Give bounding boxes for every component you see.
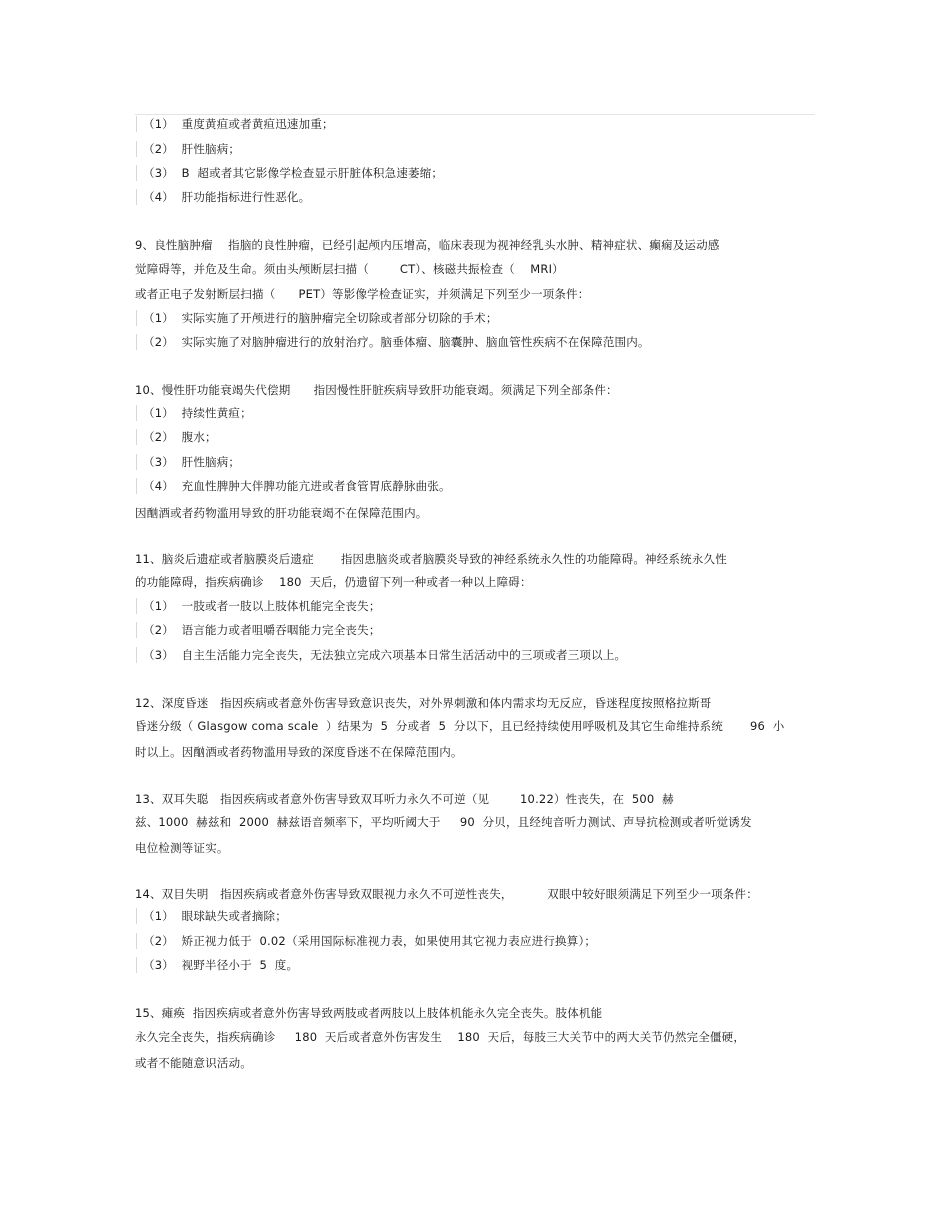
section-heading-13: 13、双耳失聪 指因疾病或者意外伤害导致双耳听力永久不可逆（见 10.22）性丧失，在 500 赫	[135, 792, 674, 806]
list-item: （4） 肝功能指标进行性恶化。	[136, 189, 310, 205]
paragraph-line: 的功能障碍，指疾病确诊 180 天后，仍遗留下列一种或者一种以上障碍：	[135, 575, 532, 589]
list-item: （3） 视野半径小于 5 度。	[136, 957, 298, 973]
paragraph-line: 或者不能随意识活动。	[135, 1056, 252, 1070]
section-heading-11: 11、脑炎后遗症或者脑膜炎后遗症 指因患脑炎或者脑膜炎导致的神经系统永久性的功能障碍。神经系统永久性	[135, 552, 727, 566]
paragraph-line: 觉障碍等，并危及生命。须由头颅断层扫描（ CT）、核磁共振检查（ MRI）	[135, 262, 564, 276]
list-item: （2） 肝性脑病；	[136, 141, 240, 157]
section-heading-10: 10、慢性肝功能衰竭失代偿期 指因慢性肝脏疾病导致肝功能衰竭。须满足下列全部条件：	[135, 383, 618, 397]
section-heading-9: 9、良性脑肿瘤 指脑的良性肿瘤，已经引起颅内压增高，临床表现为视神经乳头水肿、精神症状、癫痫及运动感	[135, 238, 720, 252]
section-heading-14: 14、双目失明 指因疾病或者意外伤害导致双眼视力永久不可逆性丧失， 双眼中较好眼须满足下列至少一项条件：	[135, 887, 758, 901]
list-item: （1） 持续性黄疸；	[136, 405, 252, 421]
paragraph-line: 时以上。因酗酒或者药物滥用导致的深度昏迷不在保障范围内。	[135, 745, 463, 759]
list-item: （3） B 超或者其它影像学检查显示肝脏体积急速萎缩；	[136, 165, 443, 181]
list-item: （2） 实际实施了对脑肿瘤进行的放射治疗。脑垂体瘤、脑囊肿、脑血管性疾病不在保障范围内。	[136, 334, 650, 350]
list-item: （2） 语言能力或者咀嚼吞咽能力完全丧失；	[136, 622, 381, 638]
list-item: （2） 腹水；	[136, 429, 217, 445]
list-item: （3） 自主生活能力完全丧失，无法独立完成六项基本日常生活活动中的三项或者三项以上。	[136, 647, 626, 663]
section-heading-15: 15、瘫痪 指因疾病或者意外伤害导致两肢或者两肢以上肢体机能永久完全丧失。肢体机能	[135, 1006, 603, 1020]
list-item: （1） 实际实施了开颅进行的脑肿瘤完全切除或者部分切除的手术；	[136, 310, 498, 326]
list-item: （1） 一肢或者一肢以上肢体机能完全丧失；	[136, 598, 381, 614]
paragraph-line: 永久完全丧失，指疾病确诊 180 天后或者意外伤害发生 180 天后，每肢三大关节中的两大关节仍然完全僵硬，	[135, 1030, 746, 1044]
list-item: （2） 矫正视力低于 0.02（采用国际标准视力表，如果使用其它视力表应进行换算）；	[136, 933, 596, 949]
paragraph-line: 昏迷分级（ Glasgow coma scale ）结果为 5 分或者 5 分以下，且已经持续使用呼吸机及其它生命维持系统 96 小	[135, 719, 785, 733]
paragraph-line: 电位检测等证实。	[135, 841, 229, 855]
paragraph-line: 或者正电子发射断层扫描（ PET）等影像学检查证实，并须满足下列至少一项条件：	[135, 287, 590, 301]
section-heading-12: 12、深度昏迷 指因疾病或者意外伤害导致意识丧失，对外界刺激和体内需求均无反应，昏迷程度按照格拉斯哥	[135, 696, 712, 710]
list-item: （1） 重度黄疸或者黄疸迅速加重；	[136, 116, 334, 132]
top-rule	[135, 114, 815, 115]
list-item: （1） 眼球缺失或者摘除；	[136, 908, 287, 924]
paragraph-line: 因酗酒或者药物滥用导致的肝功能衰竭不在保障范围内。	[135, 506, 428, 520]
paragraph-line: 兹、1000 赫兹和 2000 赫兹语音频率下，平均听阈大于 90 分贝，且经纯音听力测试、声导抗检测或者听觉诱发	[135, 815, 752, 829]
list-item: （3） 肝性脑病；	[136, 454, 240, 470]
list-item: （4） 充血性脾肿大伴脾功能亢进或者食管胃底静脉曲张。	[136, 478, 451, 494]
